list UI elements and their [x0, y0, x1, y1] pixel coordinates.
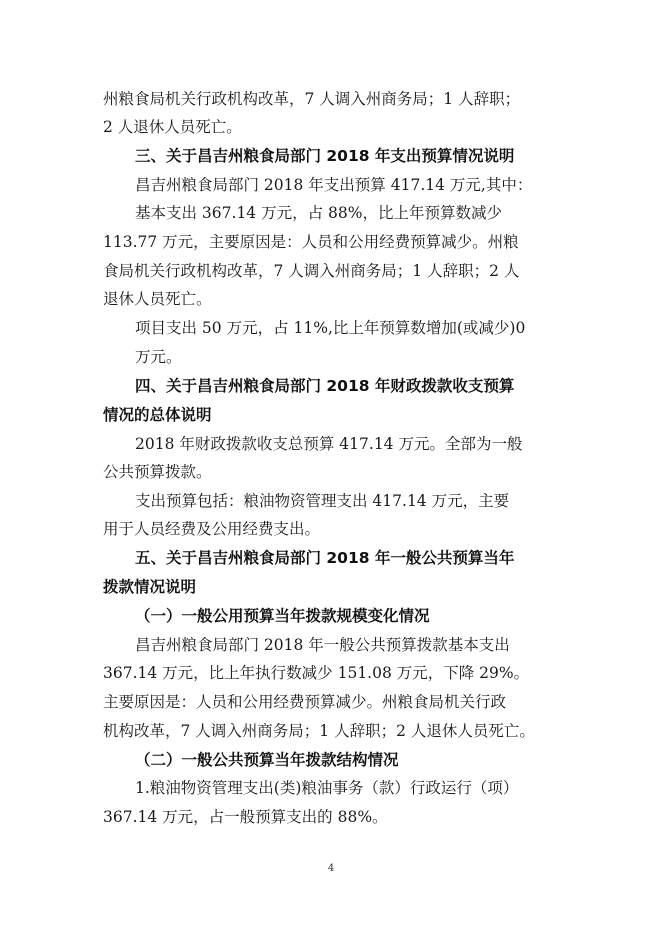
body-text-line: 机构改革，7 人调入州商务局；1 人辞职；2 人退休人员死亡。 — [103, 722, 535, 740]
section-heading-4-cont: 情况的总体说明 — [103, 406, 212, 424]
body-text-line: 昌吉州粮食局部门 2018 年支出预算 417.14 万元,其中： — [135, 176, 533, 194]
section-heading-5-cont: 拨款情况说明 — [103, 578, 197, 596]
body-text-line: 2 人退休人员死亡。 — [103, 118, 242, 136]
body-text-line: 公共预算拨款。 — [103, 463, 212, 481]
body-text-line: 主要原因是：人员和公用经费预算减少。州粮食局机关行政 — [103, 693, 507, 711]
body-text-line: 367.14 万元，比上年执行数减少 151.08 万元，下降 29%。 — [103, 664, 530, 682]
page-number: 4 — [327, 863, 335, 874]
body-text-line: 昌吉州粮食局部门 2018 年一般公共预算拨款基本支出 — [135, 636, 510, 654]
body-text-line: 支出预算包括：粮油物资管理支出 417.14 万元，主要 — [135, 492, 510, 510]
subsection-heading-1: （一）一般公用预算当年拨款规模变化情况 — [135, 607, 430, 625]
body-text-line: 万元。 — [135, 348, 182, 366]
body-text-line: 退休人员死亡。 — [103, 290, 212, 308]
section-heading-5: 五、关于昌吉州粮食局部门 2018 年一般公共预算当年 — [135, 549, 515, 567]
body-text-line: 州粮食局机关行政机构改革，7 人调入州商务局；1 人辞职； — [103, 90, 521, 108]
body-text-line: 用于人员经费及公用经费支出。 — [103, 520, 321, 538]
subsection-heading-2: （二）一般公共预算当年拨款结构情况 — [135, 751, 399, 769]
section-heading-3: 三、关于昌吉州粮食局部门 2018 年支出预算情况说明 — [135, 147, 515, 165]
body-text-line: 基本支出 367.14 万元，占 88%，比上年预算数减少 — [135, 204, 502, 222]
body-text-line: 食局机关行政机构改革，7 人调入州商务局；1 人辞职；2 人 — [103, 262, 520, 280]
body-text-line: 2018 年财政拨款收支总预算 417.14 万元。全部为一般 — [135, 435, 523, 453]
body-text-line: 367.14 万元，占一般预算支出的 88%。 — [103, 808, 388, 826]
section-heading-4: 四、关于昌吉州粮食局部门 2018 年财政拨款收支预算 — [135, 377, 515, 395]
body-text-line: 1.粮油物资管理支出(类)粮油事务（款）行政运行（项） — [135, 779, 519, 797]
body-text-line: 项目支出 50 万元，占 11%,比上年预算数增加(或减少)0 — [135, 319, 526, 337]
body-text-line: 113.77 万元，主要原因是：人员和公用经费预算减少。州粮 — [103, 233, 519, 251]
